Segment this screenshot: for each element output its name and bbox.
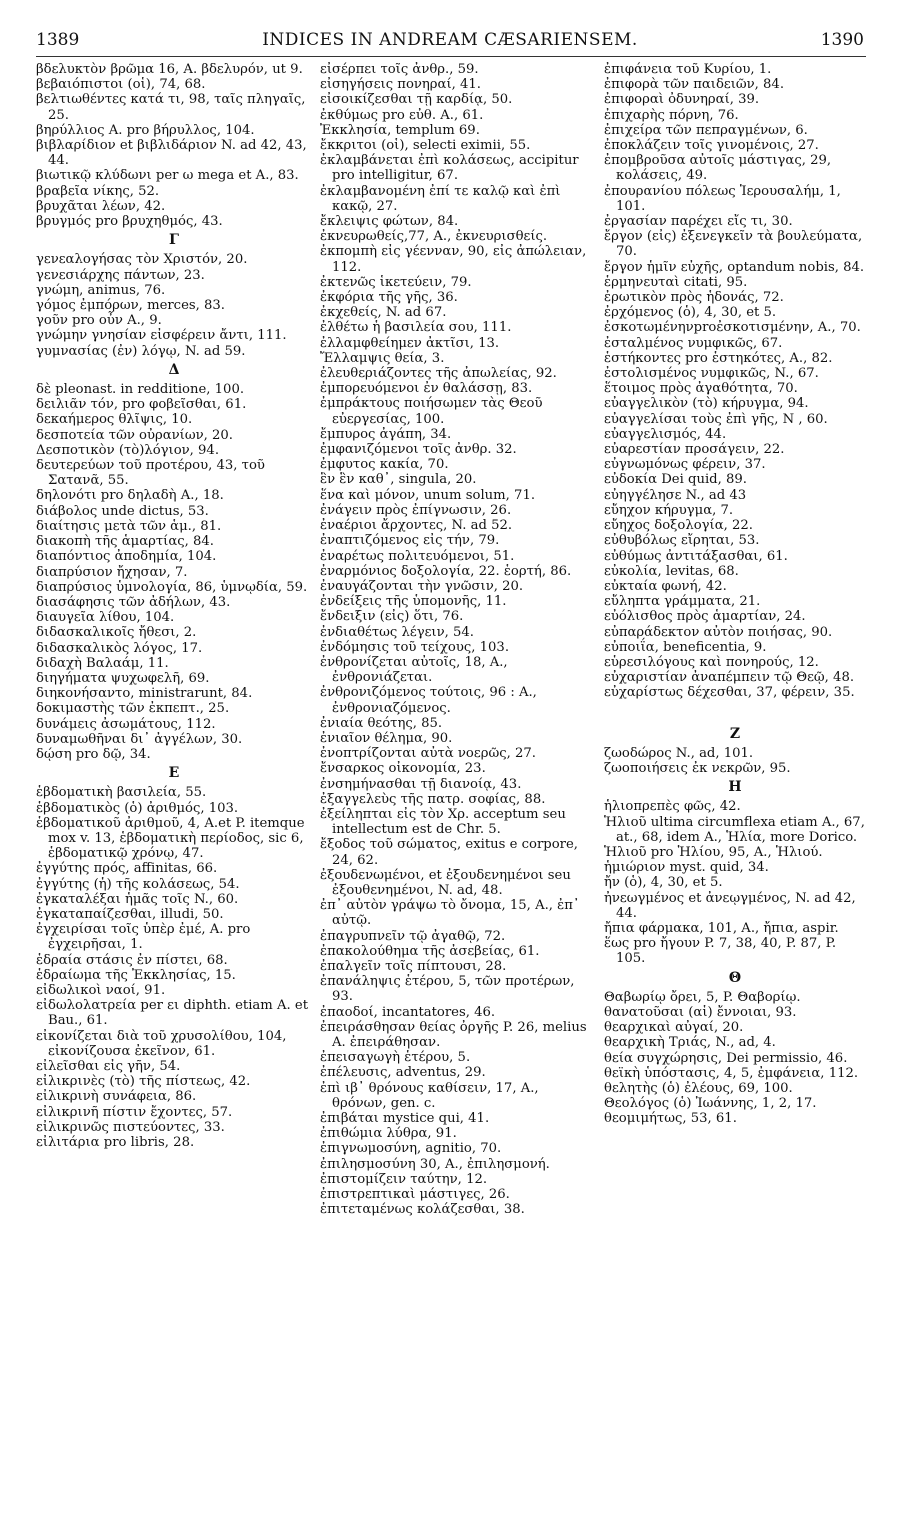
index-entry: ἐναυγάζονται τὴν γνῶσιν, 20. [320, 578, 524, 594]
index-entry: δῴση pro δῷ, 34. [36, 746, 151, 762]
index-entry: Ἐκκλησία, templum 69. [320, 122, 480, 138]
index-entry: ἐπειράσθησαν θείας ὀργῆς P. 26, melius A. ἐπειράθησαν. [320, 1019, 587, 1050]
index-entry: δυναμωθῆναι δι᾽ ἀγγέλων, 30. [36, 731, 243, 747]
index-entry: εὐθυβόλως εἴρηται, 53. [604, 533, 760, 549]
index-entry: εἰλιτάρια pro libris, 28. [36, 1135, 195, 1151]
index-entry: εὐαρεστίαν προσάγειν, 22. [604, 442, 785, 458]
index-entry: διαπόντιος ἀποδημία, 104. [36, 549, 217, 565]
index-entry: ἑδραίωμα τῆς Ἐκκλησίας, 15. [36, 967, 236, 983]
index-entry: ἐπιφορὰ τῶν παιδειῶν, 84. [604, 77, 785, 93]
index-entry: διδασκαλικὸς λόγος, 17. [36, 640, 203, 656]
index-entry: ἑστήκοντες pro ἑστηκότες, A., 82. [604, 350, 833, 366]
index-entry: ἐπουρανίου πόλεως Ἱερουσαλήμ, 1, 101. [604, 183, 841, 214]
index-entry: βιωτικῷ κλύδωνι per ω mega et A., 83. [36, 168, 299, 184]
index-entry: ἓν ἓν καθ᾽, singula, 20. [320, 472, 477, 488]
index-entry: διδασκαλικοῖς ἤθεσι, 2. [36, 625, 197, 641]
index-entry: εὐαγγελισμός, 44. [604, 426, 727, 442]
index-entry: βδελυκτὸν βρῶμα 16, A. βδελυρόν, ut 9. [36, 62, 303, 77]
index-entry: εἰλεῖσθαι εἰς γῆν, 54. [36, 1059, 181, 1074]
index-entry: ἔκλειψις φώτων, 84. [320, 214, 459, 230]
index-entry: ἐπιλησμοσύνη 30, A., ἐπιλησμονή. [320, 1156, 550, 1172]
index-entry: γοῦν pro οὖν A., 9. [36, 313, 162, 329]
index-entry: θεϊκὴ ὑπόστασις, 4, 5, ἐμφάνεια, 112. [604, 1065, 859, 1081]
index-entry: ἐνθρονιζόμενος τούτοις, 96 : A., ἐνθρονιαζόμενος. [320, 685, 537, 716]
page-title: INDICES IN ANDREAM CÆSARIENSEM. [262, 30, 638, 50]
index-entry: ἐπιστομίζειν ταύτην, 12. [320, 1171, 488, 1187]
index-entry: εἰσηγήσεις πονηραί, 41. [320, 77, 481, 93]
index-entry: ἐπομβροῦσα αὐτοῖς μάστιγας, 29, κολάσεις, 49. [604, 153, 832, 184]
index-entry: δεσποτεία τῶν οὐρανίων, 20. [36, 427, 233, 443]
index-column-2 [320, 62, 596, 1217]
index-entry: ἐσκοτωμένηνproἐσκοτισμένην, A., 70. [604, 320, 861, 336]
index-entry: ἐνδείξεις τῆς ὑπομονῆς, 11. [320, 594, 507, 610]
index-entry: ἐσταλμένος νυμφικῶς, 67. [604, 335, 783, 351]
index-entry: ἐξαγγελεὺς τῆς πατρ. σοφίας, 88. [320, 791, 546, 807]
index-entry: εὐαγγελικὸν (τὸ) κήρυγμα, 94. [604, 396, 809, 412]
index-entry: θεαρχικαὶ αὐγαί, 20. [604, 1020, 744, 1036]
section-letter: Ε [168, 765, 180, 782]
index-entry: εἰσοικίζεσθαι τῇ καρδίᾳ, 50. [320, 92, 513, 108]
index-entry: ἐνιαῖον θέλημα, 90. [320, 730, 453, 746]
index-entry: ἐξείληπται εἰς τὸν Χρ. acceptum seu intellectum est de Chr. 5. [320, 806, 566, 838]
index-entry: ἐπ᾽ αὐτὸν γράψω τὸ ὄνομα, 15, A., ἐπ᾽ αὐτῷ. [320, 898, 580, 929]
index-entry: διακοπὴ τῆς ἁμαρτίας, 84. [36, 534, 214, 550]
index-entry: ἕνα καὶ μόνον, unum solum, 71. [320, 487, 536, 503]
index-entry: ἐπιχείρα τῶν πεπραγμένων, 6. [604, 122, 808, 138]
index-entry: εἰδωλικοὶ ναοί, 91. [36, 982, 166, 998]
index-entry: δεκαήμερος θλῖψις, 10. [36, 412, 193, 428]
header-rule [36, 56, 866, 57]
index-entry: ἑδραία στάσις ἐν πίστει, 68. [36, 952, 228, 968]
index-entry: εὐχαρίστως δέχεσθαι, 37, φέρειν, 35. [604, 685, 855, 701]
index-entry: γόμος ἐμπόρων, merces, 83. [36, 298, 225, 314]
index-entry: ἑβδοματικὸς (ὁ) ἀριθμός, 103. [36, 800, 239, 816]
index-entry: δηλονότι pro δηλαδὴ A., 18. [36, 488, 224, 504]
index-entry: ἐκφόρια τῆς γῆς, 36. [320, 290, 458, 306]
index-entry: βρυγμός pro βρυχηθμός, 43. [36, 214, 223, 230]
index-entry: εὔηχον κήρυγμα, 7. [604, 502, 734, 518]
index-entry: διηγήματα ψυχωφελῆ, 69. [36, 670, 210, 686]
index-entry: ἐνιαία θεότης, 85. [320, 715, 443, 731]
index-entry: βεβαιόπιστοι (οἱ), 74, 68. [36, 77, 206, 93]
index-entry: ἐπανάληψις ἑτέρου, 5, τῶν προτέρων, 93. [320, 974, 575, 1005]
index-entry: εἰλικρινὲς (τὸ) τῆς πίστεως, 42. [36, 1074, 251, 1090]
section-letter: Z [729, 725, 741, 742]
index-entry: διασάφησις τῶν ἀδήλων, 43. [36, 594, 231, 610]
index-entry: ἐνσημήνασθαι τῇ διανοίᾳ, 43. [320, 776, 522, 792]
index-entry: ἐμπράκτους ποιήσωμεν τὰς Θεοῦ εὐεργεσίας, 100. [320, 396, 543, 427]
index-entry: δὲ pleonast. in redditione, 100. [36, 382, 245, 398]
index-entry: ἐναρέτως πολιτευόμενοι, 51. [320, 548, 515, 564]
index-entry: διάβολος unde dictus, 53. [36, 503, 209, 519]
index-column-1 [36, 62, 312, 1150]
index-entry: εὐπαράδεκτον αὐτὸν ποιήσας, 90. [604, 624, 833, 640]
index-entry: διαίτησις μετὰ τῶν ἁμ., 81. [36, 518, 222, 534]
index-entry: ἑρμηνευταὶ citati, 95. [604, 274, 748, 290]
index-entry: ἐπακολούθημα τῆς ἀσεβείας, 61. [320, 943, 540, 959]
index-entry: διαπρύσιον ἤχησαν, 7. [36, 564, 188, 580]
index-entry: ἐξουδενωμένοι, et ἐξουδενημένοι seu ἐξουθενημένοι, N. ad, 48. [320, 867, 571, 898]
index-entry: ἐγκαταλέξαι ἡμᾶς τοῖς N., 60. [36, 891, 239, 907]
index-entry: ἐναρμόνιος δοξολογία, 22. ἑορτή, 86. [320, 563, 572, 579]
index-entry: βραβεῖα νίκης, 52. [36, 183, 160, 199]
index-entry: διαπρύσιος ὑμνολογία, 86, ὑμνῳδία, 59. [36, 579, 308, 595]
index-entry: ἐπιφοραὶ ὀδυνηραί, 39. [604, 92, 760, 108]
index-entry: ἐκλαμβανομένη ἐπί τε καλῷ καὶ ἐπὶ κακῷ, 27. [320, 183, 561, 214]
index-entry: ἕως pro ἤγουν P. 7, 38, 40, P. 87, P. 105. [604, 936, 837, 967]
index-entry: ἐνοπτρίζονται αὐτὰ νοερῶς, 27. [320, 746, 536, 762]
index-entry: εἰλικρινὴ συνάφεια, 86. [36, 1089, 197, 1105]
index-entry: ἔκκριτοι (οἱ), selecti eximii, 55. [320, 138, 531, 154]
section-gap [604, 701, 866, 723]
index-entry: ἤν (ὁ), 4, 30, et 5. [604, 875, 723, 891]
index-entry: Ἔλλαμψις θεία, 3. [320, 350, 445, 366]
index-entry: θεομιμήτως, 53, 61. [604, 1111, 737, 1127]
index-entry: ἐπαλγεῖν τοῖς πίπτουσι, 28. [320, 958, 507, 974]
index-entry: ἐνθρονίζεται αὐτοῖς, 18, A., ἐνθρονιάζεται. [320, 654, 508, 686]
section-letter: Θ [728, 969, 742, 986]
index-entry: ἐπιγνωμοσύνη, agnitio, 70. [320, 1141, 502, 1157]
index-entry: ἐπέλευσις, adventus, 29. [320, 1065, 486, 1081]
section-letter: Δ [168, 361, 180, 378]
index-entry: ἐγγύτης πρός, affinitas, 66. [36, 861, 218, 877]
index-entry: εὐγνωμόνως φέρειν, 37. [604, 457, 766, 473]
index-entry: ἑβδοματικὴ βασιλεία, 55. [36, 785, 207, 801]
index-entry: ἐπιβάται mystice qui, 41. [320, 1111, 490, 1127]
index-entry: ἔνδειξιν (εἰς) ὅτι, 76. [320, 609, 464, 625]
index-entry: γυμνασίας (ἐν) λόγῳ, N. ad 59. [36, 343, 246, 359]
index-entry: ἐνδιαθέτως λέγειν, 54. [320, 624, 474, 640]
index-entry: εὑρεσιλόγους καὶ πονηρούς, 12. [604, 654, 819, 670]
index-entry: ἐμπορευόμενοι ἐν θαλάσσῃ, 83. [320, 381, 533, 397]
index-entry: ἐπεισαγωγὴ ἑτέρου, 5. [320, 1050, 471, 1066]
index-entry: ἐπαγρυπνεῖν τῷ ἀγαθῷ, 72. [320, 928, 506, 944]
index-entry: ἐκπομπὴ εἰς γέενναν, 90, εἰς ἀπώλειαν, 112. [320, 244, 587, 275]
index-entry: ἐνδόμησις τοῦ τείχους, 103. [320, 639, 510, 655]
index-entry: βηρύλλιος A. pro βήρυλλος, 104. [36, 122, 255, 138]
index-entry: ἐγκαταπαίζεσθαι, illudi, 50. [36, 906, 224, 922]
index-entry: Ἡλιοῦ ultima circumflexa etiam A., 67, at., 68, idem A., Ἡλία, more Dorico. [604, 814, 865, 845]
index-entry: Θεολόγος (ὁ) Ἰωάννης, 1, 2, 17. [604, 1096, 817, 1112]
index-entry: θεία συγχώρησις, Dei permissio, 46. [604, 1050, 848, 1066]
index-entry: ἐγχειρίσαι τοῖς ὑπὲρ ἐμέ, A. pro ἐγχειρῆσαι, 1. [36, 922, 251, 953]
index-entry: Θαβωρίῳ ὄρει, 5, P. Θαβορίῳ. [604, 989, 801, 1005]
index-entry: γνώμην γνησίαν εἰσφέρειν ἄντι, 111. [36, 328, 287, 344]
index-entry: εὐποιΐα, beneficentia, 9. [604, 639, 767, 655]
index-entry: θεαρχικὴ Τριάς, N., ad, 4. [604, 1035, 776, 1051]
index-entry: ἐκθύμως pro εὐθ. A., 61. [320, 107, 484, 123]
index-entry: ἕτοιμος πρὸς ἀγαθότητα, 70. [604, 381, 798, 397]
index-entry: διηκονήσαντο, ministrarunt, 84. [36, 686, 253, 702]
index-entry: ἐπιχαρὴς πόρνη, 76. [604, 107, 739, 123]
index-entry: θελητὴς (ὁ) ἐλέους, 69, 100. [604, 1081, 793, 1096]
index-entry: ἐνάγειν πρὸς ἐπίγνωσιν, 26. [320, 502, 512, 518]
index-entry: ζωοδώρος N., ad, 101. [604, 745, 754, 761]
index-entry: βρυχᾶται λέων, 42. [36, 198, 166, 214]
index-entry: ἐκνευρωθείς,77, A., ἐκνευρισθείς. [320, 229, 548, 245]
index-entry: ἐποκλάζειν τοῖς γινομένοις, 27. [604, 138, 819, 154]
index-entry: εἰκονίζεται διὰ τοῦ χρυσολίθου, 104, εἰκονίζουσα ἐκεῖνον, 61. [36, 1028, 287, 1059]
index-entry: ἔμπυρος ἀγάπη, 34. [320, 426, 452, 442]
index-entry: ἡμιώριον myst. quid, 34. [604, 860, 769, 876]
index-entry: γενεσιάρχης πάντων, 23. [36, 267, 205, 283]
index-entry: ἐκλαμβάνεται ἐπὶ κολάσεως, accipitur pro intelligitur, 67. [320, 153, 579, 184]
index-entry: ἤπια φάρμακα, 101, A., ἤπια, aspir. [604, 920, 839, 936]
page-number-left: 1389 [36, 30, 80, 50]
index-entry: ζωοποιήσεις ἐκ νεκρῶν, 95. [604, 760, 791, 776]
index-entry: ἐπιτεταμένως κολάζεσθαι, 38. [320, 1202, 525, 1218]
index-entry: ἐπιφάνεια τοῦ Κυρίου, 1. [604, 62, 772, 77]
index-entry: δυνάμεις ἀσωμάτους, 112. [36, 716, 216, 732]
index-entry: ἐκτενῶς ἱκετεύειν, 79. [320, 274, 472, 290]
index-entry: εὐηγγέλησε N., ad 43 [604, 487, 747, 503]
index-entry: εἰλικρινῶς πιστεύοντες, 33. [36, 1119, 225, 1135]
index-entry: ἐπὶ ιβ᾽ θρόνους καθίσειν, 17, A., θρόνων, gen. c. [320, 1080, 539, 1111]
index-entry: εἰδωλολατρεία per ει diphth. etiam A. et Bau., 61. [36, 998, 309, 1029]
index-entry: ἠνεωγμένος et ἀνεῳγμένος, N. ad 42, 44. [604, 890, 856, 921]
index-entry: εἰλικρινῆ πίστιν ἔχοντες, 57. [36, 1104, 233, 1120]
index-entry: δευτερεύων τοῦ προτέρου, 43, τοῦ Σατανᾶ, 55. [36, 458, 265, 489]
index-entry: εὐόλισθος πρὸς ἁμαρτίαν, 24. [604, 609, 806, 625]
index-entry: διαυγεῖα λίθου, 104. [36, 610, 175, 626]
index-entry: ἐπαοδοί, incantatores, 46. [320, 1004, 496, 1020]
index-entry: εἰσέρπει τοῖς ἀνθρ., 59. [320, 62, 479, 77]
page-number-right: 1390 [820, 30, 864, 50]
index-entry: δοκιμαστὴς τῶν ἐκπεπτ., 25. [36, 701, 230, 717]
index-entry: εὐκταία φωνή, 42. [604, 578, 727, 594]
index-entry: γνώμη, animus, 76. [36, 282, 166, 298]
index-entry: ἐμφανιζόμενοι τοῖς ἀνθρ. 32. [320, 442, 517, 458]
index-entry: εὐθύμως ἀντιτάξασθαι, 61. [604, 548, 788, 564]
index-entry: ἐργασίαν παρέχει εἴς τι, 30. [604, 214, 793, 230]
index-entry: διδαχὴ Βαλαάμ, 11. [36, 655, 169, 671]
index-entry: Δεσποτικὸν (τὸ)λόγιον, 94. [36, 442, 220, 458]
index-entry: ἑβδοματικοῦ ἀριθμοῦ, 4, A.et P. itemque mox v. 13, ἑβδοματικὴ περίοδος, sic 6, ἑβδοματικῷ χρόνῳ, 47. [36, 815, 305, 862]
section-letter: H [728, 779, 742, 796]
section-letter: Γ [169, 232, 179, 249]
index-entry: ἐλθέτω ἡ βασιλεία σου, 111. [320, 320, 512, 336]
index-entry: ἐκχεθείς, N. ad 67. [320, 305, 447, 321]
index-entry: θανατοῦσαι (αἱ) ἔννοιαι, 93. [604, 1004, 797, 1020]
index-entry: ἐλλαμφθείημεν ἀκτῖσι, 13. [320, 335, 500, 351]
index-entry: ἐμφυτος κακία, 70. [320, 457, 449, 473]
index-entry: ἐρωτικὸν πρὸς ἡδονάς, 72. [604, 290, 784, 306]
index-entry: ἐναπτιζόμενος εἰς τήν, 79. [320, 533, 500, 549]
index-entry: εὔληπτα γράμματα, 21. [604, 594, 761, 610]
index-entry: ἐγγύτης (ἡ) τῆς κολάσεως, 54. [36, 876, 240, 892]
index-entry: δειλιᾶν τόν, pro φοβεῖσθαι, 61. [36, 397, 247, 413]
page-header [36, 30, 864, 56]
index-entry: ἔργον ἡμῖν εὐχῆς, optandum nobis, 84. [604, 259, 865, 275]
index-entry: εὐχαριστίαν ἀναπέμπειν τῷ Θεῷ, 48. [604, 670, 855, 686]
index-entry: βελτιωθέντες κατά τι, 98, ταῖς πληγαῖς, 25. [36, 92, 306, 123]
index-entry: ἔξοδος τοῦ σώματος, exitus e corpore, 24, 62. [320, 837, 578, 868]
index-entry: ἔργον (εἰς) ἐξενεγκεῖν τὰ βουλεύματα, 70. [604, 229, 863, 260]
index-entry: εὐκολία, levitas, 68. [604, 563, 739, 579]
index-entry: βιβλαρίδιον et βιβλιδάριον N. ad 42, 43, 44. [36, 138, 307, 169]
index-entry: εὐαγγελίσαι τοὺς ἐπὶ γῆς, N , 60. [604, 411, 828, 427]
index-entry: ἐρχόμενος (ὁ), 4, 30, et 5. [604, 305, 777, 321]
index-entry: ἐναέριοι ἄρχοντες, N. ad 52. [320, 518, 513, 534]
index-entry: γενεαλογήσας τὸν Χριστόν, 20. [36, 252, 248, 268]
index-entry: ἐπιθώμια λύθρα, 91. [320, 1126, 457, 1142]
index-column-3 [604, 62, 866, 1127]
index-entry: ἔνσαρκος οἰκονομία, 23. [320, 761, 486, 777]
index-entry: ἐστολισμένος νυμφικῶς, N., 67. [604, 366, 819, 382]
index-entry: εὐδοκία Dei quid, 89. [604, 472, 747, 488]
index-entry: ἐλευθεριάζοντες τῆς ἀπωλείας, 92. [320, 366, 557, 382]
index-entry: ἡλιοπρεπὲς φῶς, 42. [604, 799, 741, 815]
index-entry: Ἡλιοῦ pro Ἡλίου, 95, A., Ἡλιού. [604, 844, 823, 860]
index-entry: εὔηχος δοξολογία, 22. [604, 518, 753, 534]
index-entry: ἐπιστρεπτικαὶ μάστιγες, 26. [320, 1187, 510, 1203]
